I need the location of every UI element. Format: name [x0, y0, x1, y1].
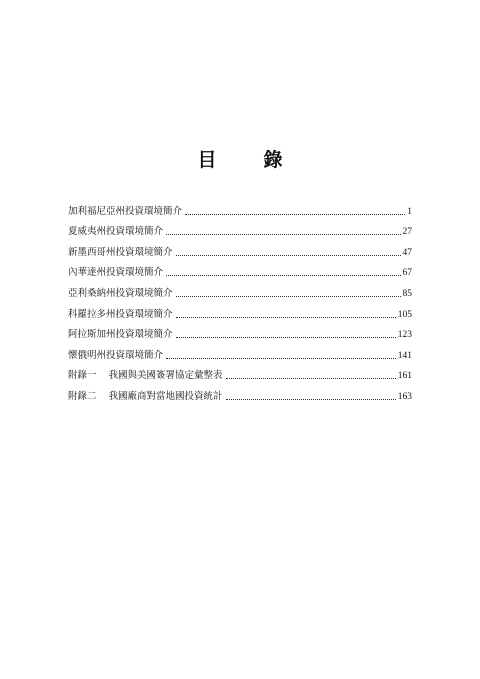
toc-entry[interactable]	[68, 321, 412, 342]
toc-entry-label: 新墨西哥州投資環境簡介	[68, 246, 173, 258]
toc-page-number: 67	[402, 268, 412, 279]
toc-page-number: 141	[397, 350, 412, 361]
toc-leader-dots	[185, 213, 405, 215]
toc-entry-label: 阿拉斯加州投資環境簡介	[68, 329, 173, 341]
toc-leader-dots	[226, 398, 396, 400]
toc-entry[interactable]	[68, 197, 412, 218]
appendix-number: 附錄二	[68, 390, 97, 402]
toc-leader-dots	[176, 336, 396, 338]
toc-entry-appendix-1[interactable]	[68, 362, 412, 383]
toc-leader-dots	[166, 357, 396, 359]
toc-page-number: 47	[402, 247, 412, 258]
toc-page-number: 1	[407, 206, 412, 217]
toc-entry[interactable]	[68, 218, 412, 239]
toc-page-number: 161	[397, 371, 412, 382]
toc-entry[interactable]	[68, 259, 412, 280]
toc-leader-dots	[176, 295, 401, 297]
toc-entry[interactable]	[68, 238, 412, 259]
appendix-number: 附錄一	[68, 370, 97, 382]
toc-leader-dots	[176, 316, 396, 318]
toc-entry-label: 內華達州投資環境簡介	[68, 267, 164, 279]
toc-entry-label	[68, 391, 223, 403]
toc-leader-dots	[176, 254, 401, 256]
page-title: 目 錄	[197, 149, 297, 171]
toc-entry-label: 懷俄明州投資環境簡介	[68, 349, 164, 361]
toc-page-number: 123	[397, 330, 412, 341]
toc-entry[interactable]	[68, 341, 412, 362]
toc-entry-label	[68, 370, 223, 382]
toc-leader-dots	[226, 377, 396, 379]
toc-leader-dots	[166, 274, 400, 276]
toc-entry-label: 加利福尼亞州投資環境簡介	[68, 205, 183, 217]
toc-entry-label: 科羅拉多州投資環境簡介	[68, 308, 173, 320]
toc-entry-label: 夏威夷州投資環境簡介	[68, 226, 164, 238]
appendix-title: 我國與美國簽署協定彙整表	[108, 370, 223, 382]
toc-page-number: 105	[397, 309, 412, 320]
toc-page-number: 85	[402, 288, 412, 299]
toc-entry-appendix-2[interactable]	[68, 382, 412, 403]
toc-page-number: 27	[402, 227, 412, 238]
toc-entry[interactable]	[68, 279, 412, 300]
toc-leader-dots	[166, 233, 400, 235]
table-of-contents	[68, 197, 412, 403]
toc-entry-label: 亞利桑納州投資環境簡介	[68, 287, 173, 299]
toc-page-number: 163	[397, 391, 412, 402]
toc-entry[interactable]	[68, 300, 412, 321]
appendix-title: 我國廠商對當地國投資統計	[108, 390, 223, 402]
